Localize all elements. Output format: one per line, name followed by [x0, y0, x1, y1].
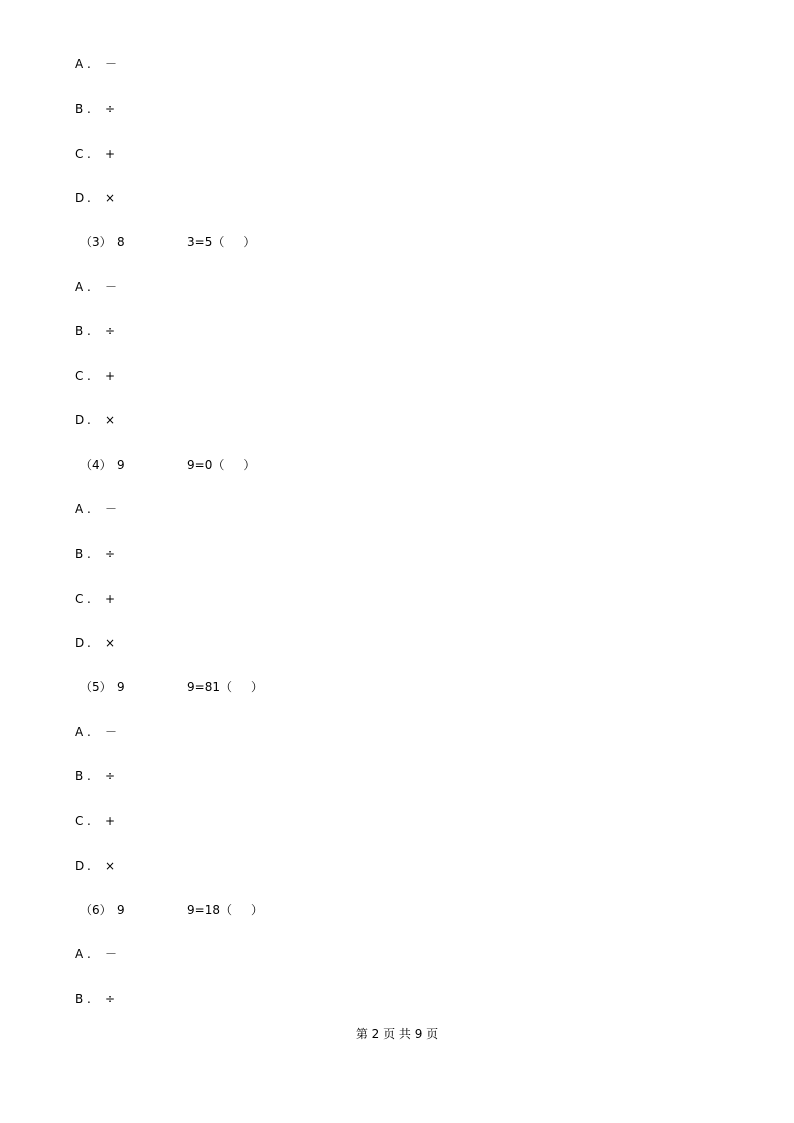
question-number: （4） — [80, 458, 112, 472]
option-b: B . ÷ — [75, 324, 116, 338]
question-number: （6） — [80, 903, 112, 917]
minus-symbol: － — [105, 725, 118, 739]
question-left-operand: 8 — [117, 235, 125, 249]
option-d: D . × — [75, 413, 116, 427]
option-a: A . － — [75, 947, 118, 961]
page-footer: 第 2 页 共 9 页 — [355, 1027, 439, 1041]
question-right-expression: 9=18（ ） — [187, 903, 264, 917]
option-c: C . + — [75, 369, 116, 383]
plus-symbol: + — [105, 592, 116, 606]
question-number: （5） — [80, 680, 112, 694]
option-c: C . + — [75, 147, 116, 161]
divide-symbol: ÷ — [105, 102, 116, 116]
divide-symbol: ÷ — [105, 547, 116, 561]
question-left-operand: 9 — [117, 680, 125, 694]
option-b: B . ÷ — [75, 769, 116, 783]
option-d: D . × — [75, 191, 116, 205]
question-left-operand: 9 — [117, 903, 125, 917]
option-a: A . － — [75, 725, 118, 739]
option-c: C . + — [75, 814, 116, 828]
minus-symbol: － — [105, 947, 118, 961]
minus-symbol: － — [105, 280, 118, 294]
question-right-expression: 3=5（ ） — [187, 235, 256, 249]
option-a: A . － — [75, 57, 118, 71]
option-a: A . － — [75, 280, 118, 294]
option-c: C . + — [75, 592, 116, 606]
option-b: B . ÷ — [75, 547, 116, 561]
multiply-symbol: × — [105, 636, 116, 650]
question-left-operand: 9 — [117, 458, 125, 472]
plus-symbol: + — [105, 147, 116, 161]
option-b: B . ÷ — [75, 102, 116, 116]
question-number: （3） — [80, 235, 112, 249]
option-b: B . ÷ — [75, 992, 116, 1006]
multiply-symbol: × — [105, 859, 116, 873]
plus-symbol: + — [105, 814, 116, 828]
divide-symbol: ÷ — [105, 992, 116, 1006]
minus-symbol: － — [105, 502, 118, 516]
minus-symbol: － — [105, 57, 118, 71]
divide-symbol: ÷ — [105, 769, 116, 783]
option-a: A . － — [75, 502, 118, 516]
question-right-expression: 9=81（ ） — [187, 680, 264, 694]
question-right-expression: 9=0（ ） — [187, 458, 256, 472]
divide-symbol: ÷ — [105, 324, 116, 338]
multiply-symbol: × — [105, 191, 116, 205]
multiply-symbol: × — [105, 413, 116, 427]
plus-symbol: + — [105, 369, 116, 383]
option-d: D . × — [75, 859, 116, 873]
option-d: D . × — [75, 636, 116, 650]
